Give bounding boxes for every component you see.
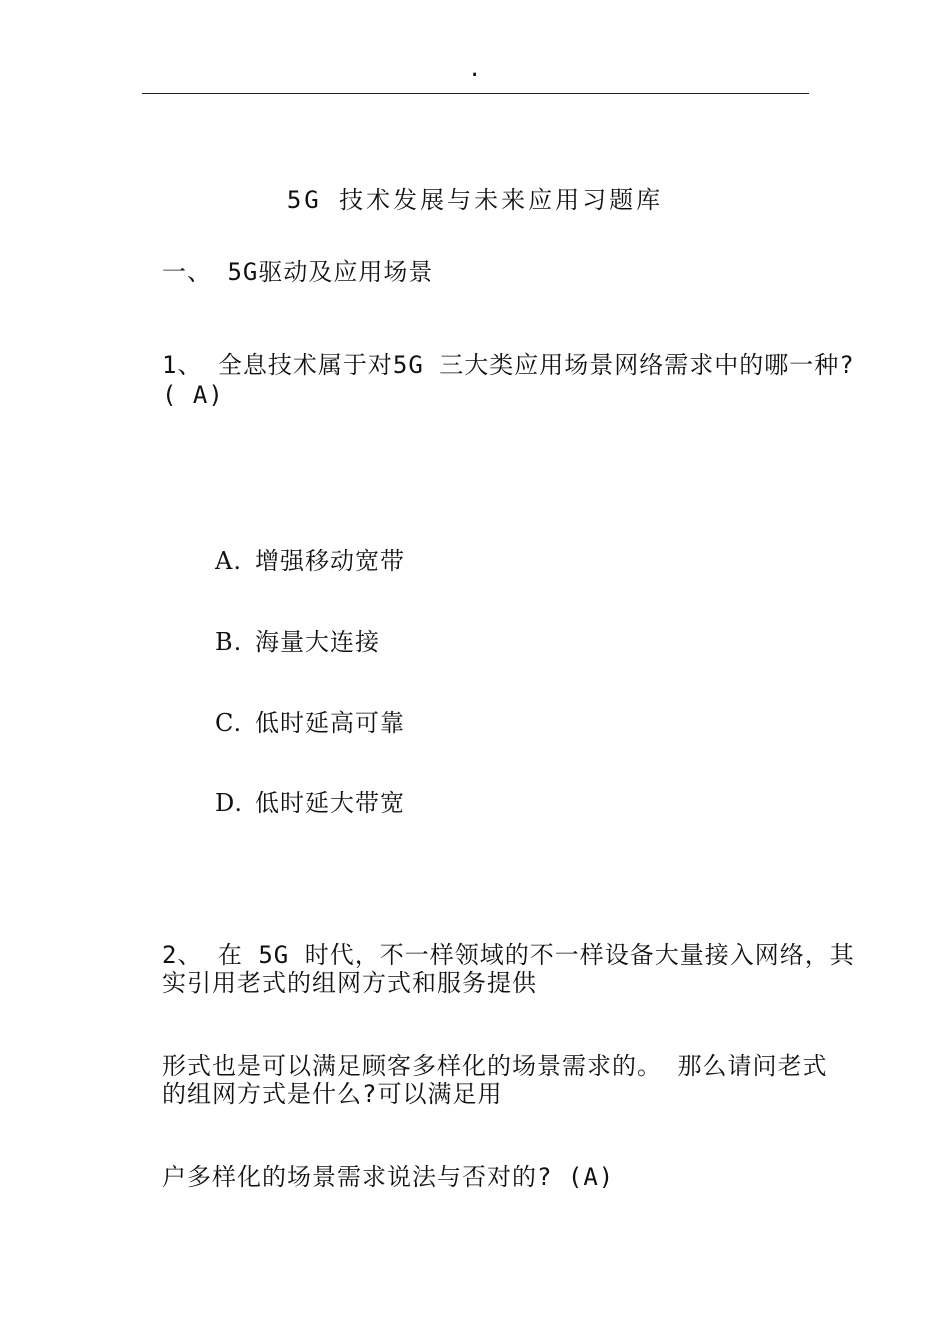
option-text: 低时延高可靠 xyxy=(255,709,405,737)
option-d xyxy=(215,783,405,818)
question-2-line-1: 2、 在 5G 时代，不一样领域的不一样设备大量接入网络，其 xyxy=(162,941,855,969)
option-c xyxy=(215,703,405,738)
question-2-line-4: 的组网方式是什么?可以满足用 xyxy=(162,1080,503,1108)
question-1-line-1: 1、 全息技术属于对5G 三大类应用场景网络需求中的哪一种? xyxy=(162,351,855,379)
option-letter: A. xyxy=(215,547,242,575)
option-text: 增强移动宽带 xyxy=(255,547,405,575)
option-text: 低时延大带宽 xyxy=(255,789,405,817)
option-a xyxy=(215,541,405,576)
option-letter: D. xyxy=(215,789,244,817)
question-2-line-2: 实引用老式的组网方式和服务提供 xyxy=(162,969,537,997)
option-letter: B. xyxy=(215,628,243,656)
header-mark: . xyxy=(468,57,482,82)
question-2-line-3: 形式也是可以满足顾客多样化的场景需求的。 那么请问老式 xyxy=(162,1052,828,1080)
question-1-answer: ( A) xyxy=(162,381,224,409)
header-rule xyxy=(142,93,809,94)
option-b xyxy=(215,622,380,657)
option-text: 海量大连接 xyxy=(255,628,380,656)
section-heading: 一、 5G驱动及应用场景 xyxy=(162,258,434,286)
question-2-line-5: 户多样化的场景需求说法与否对的? (A) xyxy=(162,1163,615,1191)
option-letter: C. xyxy=(215,709,243,737)
document-title: 5G 技术发展与未来应用习题库 xyxy=(286,186,664,214)
